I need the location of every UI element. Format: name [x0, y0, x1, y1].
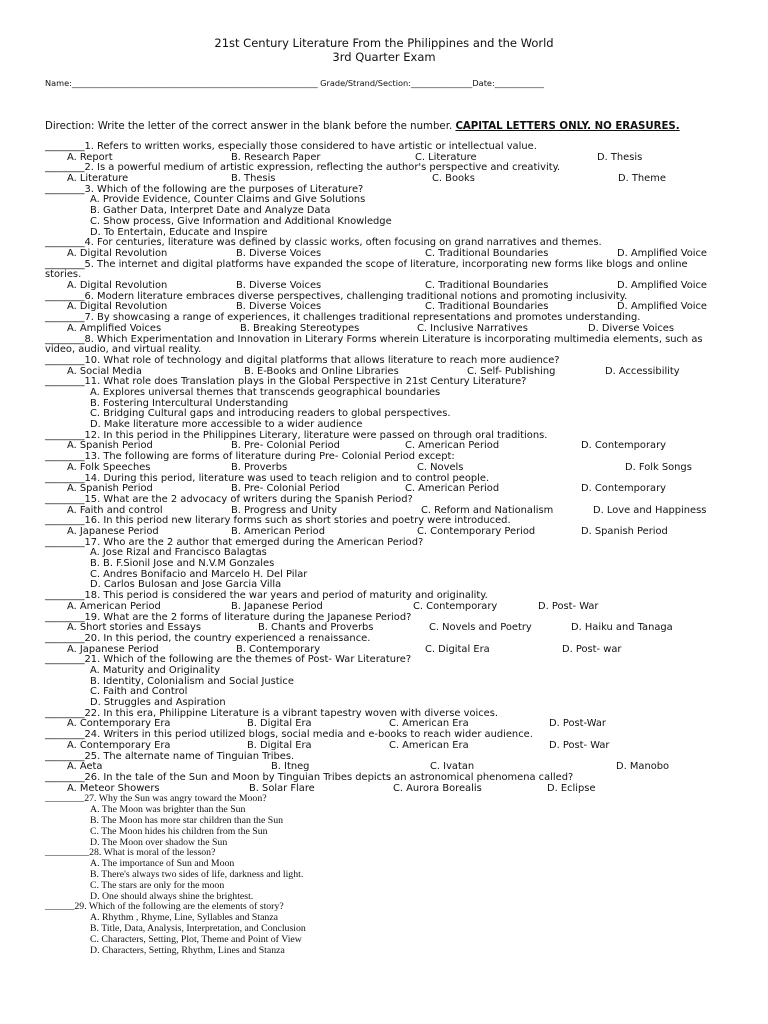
question-text: ________16. In this period new literary forms such as short stories and poetry were introduced.: [45, 515, 511, 527]
question-text: ________13. The following are forms of literature during Pre- Colonial Period except:: [45, 451, 455, 463]
answer-option: C. Traditional Boundaries: [425, 247, 549, 259]
question-item: [45, 356, 725, 377]
question-item: [45, 634, 725, 655]
answer-option: C. American Period: [405, 483, 500, 495]
answer-option: B. Digital Era: [247, 718, 312, 730]
answer-option: B. Gather Data, Interpret Date and Analyze Data: [90, 205, 331, 217]
question-text: ________14. During this period, literature was used to teach religion and to control people.: [45, 472, 490, 484]
options-row: [45, 506, 725, 517]
answer-option: B. Diverse Voices: [236, 247, 322, 259]
question-text: ________10. What role of technology and digital platforms that allows literature to reach more audience?: [45, 354, 560, 366]
question-text: ________19. What are the 2 forms of literature during the Japanese Period?: [45, 611, 412, 623]
question-text: ________15. What are the 2 advocacy of writers during the Spanish Period?: [45, 493, 413, 505]
answer-option: A. Social Media: [67, 365, 142, 377]
answer-option: C. Characters, Setting, Plot, Theme and Point of View: [90, 933, 302, 945]
question-item: [45, 185, 725, 238]
question-list: [45, 142, 725, 956]
question-item: [45, 902, 725, 956]
options-row: [45, 784, 725, 795]
answer-option: B. Contemporary: [236, 643, 321, 655]
question-text: ________27. Why the Sun was angry toward the Moon?: [45, 793, 267, 805]
question-item: [45, 655, 725, 708]
answer-option: D. Amplified Voice: [617, 301, 707, 313]
answer-option: B. Progress and Unity: [231, 504, 337, 516]
answer-option: B. Fostering Intercultural Understanding: [90, 397, 289, 409]
options-row: [45, 249, 725, 260]
options-row: [45, 719, 725, 730]
answer-option: C. Literature: [415, 151, 477, 163]
answer-option: D. Thesis: [597, 151, 643, 163]
answer-option: D. Theme: [618, 173, 666, 185]
answer-option: B. Solar Flare: [249, 782, 315, 794]
answer-option: D. Characters, Setting, Rhythm, Lines and Stanza: [90, 944, 285, 956]
answer-option: A. Aeta: [67, 761, 103, 773]
question-item: [45, 730, 725, 751]
answer-option: B. E-Books and Online Libraries: [244, 365, 399, 377]
answer-option: B. Chants and Proverbs: [258, 622, 374, 634]
answer-option: A. Rhythm , Rhyme, Line, Syllables and Stanza: [90, 912, 279, 924]
question-item: [45, 377, 725, 430]
answer-option: C. Faith and Control: [90, 686, 188, 698]
answer-option: C. Inclusive Narratives: [417, 322, 528, 334]
answer-option: B. American Period: [231, 526, 325, 538]
answer-option: B. Proverbs: [231, 461, 288, 473]
answer-option: C. Contemporary Period: [417, 526, 536, 538]
answer-option: C. Contemporary: [413, 600, 498, 612]
answer-option: C. Books: [432, 173, 475, 185]
answer-option: A. Digital Revolution: [67, 247, 168, 259]
question-text: ________2. Is a powerful medium of artistic expression, reflecting the author's perspective and creativity.: [45, 162, 561, 174]
answer-option: A. Amplified Voices: [67, 322, 162, 334]
answer-option: B. There's always two sides of life, darkness and light.: [90, 868, 304, 880]
answer-option: B. The Moon has more star children than the Sun: [90, 814, 284, 826]
answer-option: C. Novels and Poetry: [429, 622, 532, 634]
options-row: [45, 762, 725, 773]
answer-option: A. Digital Revolution: [67, 280, 168, 292]
options-row: [45, 484, 725, 495]
answer-option: A. Spanish Period: [67, 440, 153, 452]
answer-option: A. Provide Evidence, Counter Claims and Give Solutions: [90, 194, 366, 206]
answer-option: D. Love and Happiness: [593, 504, 707, 516]
answer-option: A. Folk Speeches: [67, 461, 151, 473]
answer-option: D. The Moon over shadow the Sun: [90, 836, 228, 848]
answer-option: A. Contemporary Era: [67, 739, 171, 751]
question-text: ______29. Which of the following are the elements of story?: [45, 901, 284, 913]
direction-text: [45, 121, 685, 132]
answer-option: B. Breaking Stereotypes: [240, 322, 360, 334]
question-item: [45, 516, 725, 537]
question-text: ________24. Writers in this period utilized blogs, social media and e-books to reach wider audience.: [45, 729, 533, 741]
question-text: ________6. Modern literature embraces diverse perspectives, challenging traditional notions and promoting inclusivity.: [45, 290, 628, 302]
direction-instruction: Direction: Write the letter of the correct answer in the blank before the number.: [45, 121, 456, 132]
question-text: ________18. This period is considered the war years and period of maturity and originality.: [45, 590, 488, 602]
answer-option: B. Digital Era: [247, 739, 312, 751]
answer-option: C. Digital Era: [425, 643, 490, 655]
answer-option: B. Thesis: [231, 173, 276, 185]
answer-option: D. Manobo: [616, 761, 670, 773]
question-item: [45, 335, 725, 356]
answer-option: C. Reform and Nationalism: [421, 504, 554, 516]
answer-option: C. Novels: [417, 461, 464, 473]
answer-option: D. Amplified Voice: [617, 247, 707, 259]
answer-option: D. Amplified Voice: [617, 280, 707, 292]
answer-option: C. American Period: [405, 440, 500, 452]
question-text: ________3. Which of the following are the purposes of Literature?: [45, 183, 364, 195]
answer-option: C. Andres Bonifacio and Marcelo H. Del Pilar: [90, 568, 308, 580]
question-item: [45, 431, 725, 452]
answer-option: B. Japanese Period: [231, 600, 323, 612]
answer-option: D. One should always shine the brightest.: [90, 890, 254, 902]
answer-option: C. The stars are only for the moon: [90, 879, 225, 891]
question-text: ________5. The internet and digital platforms have expanded the scope of literature, incorporating new forms like blogs and online stories.: [45, 258, 688, 281]
answer-option: A. The importance of Sun and Moon: [90, 858, 235, 870]
answer-option: D. Struggles and Aspiration: [90, 697, 226, 709]
answer-option: C. Bridging Cultural gaps and introducing readers to global perspectives.: [90, 408, 451, 420]
answer-option: C. American Era: [389, 739, 469, 751]
answer-option: D. To Entertain, Educate and Inspire: [90, 226, 268, 238]
question-item: [45, 613, 725, 634]
answer-option: D. Post-War: [549, 718, 606, 730]
answer-option: B. Diverse Voices: [236, 301, 322, 313]
options-row: [45, 741, 725, 752]
question-text: ________7. By showcasing a range of experiences, it challenges traditional representations and promotes understanding.: [45, 312, 641, 324]
options-row: [45, 281, 725, 292]
question-item: [45, 495, 725, 516]
answer-option: C. Traditional Boundaries: [425, 301, 549, 313]
answer-option: A. Japanese Period: [67, 526, 159, 538]
answer-option: C. Aurora Borealis: [393, 782, 482, 794]
answer-option: D. Contemporary: [581, 483, 666, 495]
answer-option: D. Carlos Bulosan and Jose Garcia Villa: [90, 579, 282, 591]
answer-option: B. Itneg: [271, 761, 310, 773]
question-item: [45, 773, 725, 794]
question-text: ________20. In this period, the country experienced a renaissance.: [45, 632, 371, 644]
question-text: ________8. Which Experimentation and Innovation in Literary Forms wherein Literature is incorporating multimedia elements, such as video, audio, and virtual reality.: [45, 333, 703, 356]
question-item: [45, 752, 725, 773]
options-row: [45, 302, 725, 313]
answer-option: A. Spanish Period: [67, 483, 153, 495]
answer-option: A. Jose Rizal and Francisco Balagtas: [90, 547, 267, 559]
answer-option: A. Digital Revolution: [67, 301, 168, 313]
answer-option: C. The Moon hides his children from the Sun: [90, 825, 268, 837]
question-text: ________17. Who are the 2 author that emerged during the American Period?: [45, 536, 424, 548]
answer-option: D. Eclipse: [547, 782, 596, 794]
answer-option: A. Short stories and Essays: [67, 622, 202, 634]
question-item: [45, 260, 725, 292]
exam-subtitle: 3rd Quarter Exam: [332, 50, 436, 64]
question-item: [45, 238, 725, 259]
question-item: [45, 474, 725, 495]
exam-title: 21st Century Literature From the Philippines and the World: [214, 36, 554, 50]
question-text: ________1. Refers to written works, especially those considered to have artistic or intellectual value.: [45, 141, 537, 152]
question-item: [45, 709, 725, 730]
question-item: [45, 313, 725, 334]
answer-option: C. Self- Publishing: [467, 365, 556, 377]
question-text: ________12. In this period in the Philippines Literary, literature were passed on through oral traditions.: [45, 429, 548, 441]
answer-option: D. Post- War: [549, 739, 610, 751]
question-item: [45, 452, 725, 473]
answer-option: D. Post- war: [562, 643, 622, 655]
answer-option: D. Post- War: [538, 600, 599, 612]
question-item: [45, 848, 725, 902]
answer-option: D. Spanish Period: [581, 526, 668, 538]
answer-option: A. Report: [67, 151, 113, 163]
answer-option: D. Accessibility: [605, 365, 680, 377]
options-row: [45, 527, 725, 538]
question-text: _________28. What is moral of the lesson?: [45, 847, 216, 859]
answer-option: C. Traditional Boundaries: [425, 280, 549, 292]
answer-option: A. Japanese Period: [67, 643, 159, 655]
answer-option: B. Identity, Colonialism and Social Justice: [90, 675, 294, 687]
options-row: [45, 153, 725, 164]
answer-option: A. Contemporary Era: [67, 718, 171, 730]
options-row: [45, 441, 725, 452]
options-row: [45, 174, 725, 185]
options-row: [45, 367, 725, 378]
question-text: ________21. Which of the following are the themes of Post- War Literature?: [45, 654, 412, 666]
answer-option: A. Explores universal themes that transcends geographical boundaries: [90, 387, 441, 398]
question-text: ________25. The alternate name of Tinguian Tribes.: [45, 750, 295, 762]
question-item: [45, 142, 725, 163]
question-item: [45, 591, 725, 612]
question-item: [45, 163, 725, 184]
answer-option: A. Meteor Showers: [67, 782, 160, 794]
question-item: [45, 794, 725, 848]
question-text: ________22. In this era, Philippine Literature is a vibrant tapestry woven with diverse voices.: [45, 707, 499, 719]
options-row: [45, 623, 725, 634]
question-text: ________4. For centuries, literature was defined by classic works, often focusing on grand narratives and themes.: [45, 237, 602, 249]
answer-option: B. B. F.Sionil Jose and N.V.M Gonzales: [90, 558, 275, 570]
question-item: [45, 292, 725, 313]
answer-option: D. Folk Songs: [625, 461, 692, 473]
answer-option: B. Pre- Colonial Period: [231, 440, 340, 452]
direction-emphasis: CAPITAL LETTERS ONLY. NO ERASURES.: [455, 121, 680, 132]
answer-option: C. American Era: [389, 718, 469, 730]
answer-option: B. Diverse Voices: [236, 280, 322, 292]
options-row: [45, 463, 725, 474]
answer-option: A. Maturity and Originality: [90, 665, 221, 677]
answer-option: A. Literature: [67, 173, 129, 185]
options-row: [45, 602, 725, 613]
question-item: [45, 538, 725, 591]
options-row: [45, 324, 725, 335]
options-row: [45, 645, 725, 656]
answer-option: B. Title, Data, Analysis, Interpretation, and Conclusion: [90, 922, 306, 934]
answer-option: A. The Moon was brighter than the Sun: [90, 804, 246, 816]
answer-option: D. Make literature more accessible to a wider audience: [90, 419, 363, 431]
question-text: ________26. In the tale of the Sun and Moon by Tinguian Tribes depicts an astronomical phenomena called?: [45, 771, 574, 783]
answer-option: D. Haiku and Tanaga: [571, 622, 673, 634]
answer-option: C. Show process, Give Information and Additional Knowledge: [90, 215, 392, 227]
answer-option: A. American Period: [67, 600, 161, 612]
question-text: ________11. What role does Translation plays in the Global Perspective in 21st Century Literature?: [45, 376, 527, 388]
answer-option: D. Diverse Voices: [588, 322, 674, 334]
answer-option: B. Research Paper: [231, 151, 321, 163]
answer-option: C. Ivatan: [430, 761, 475, 773]
answer-option: B. Pre- Colonial Period: [231, 483, 340, 495]
student-info-fields: Name:____________________________________________________________ Grade/Strand/Section:_______________Date:____________: [45, 78, 544, 88]
answer-option: A. Faith and control: [67, 504, 163, 516]
answer-option: D. Contemporary: [581, 440, 666, 452]
